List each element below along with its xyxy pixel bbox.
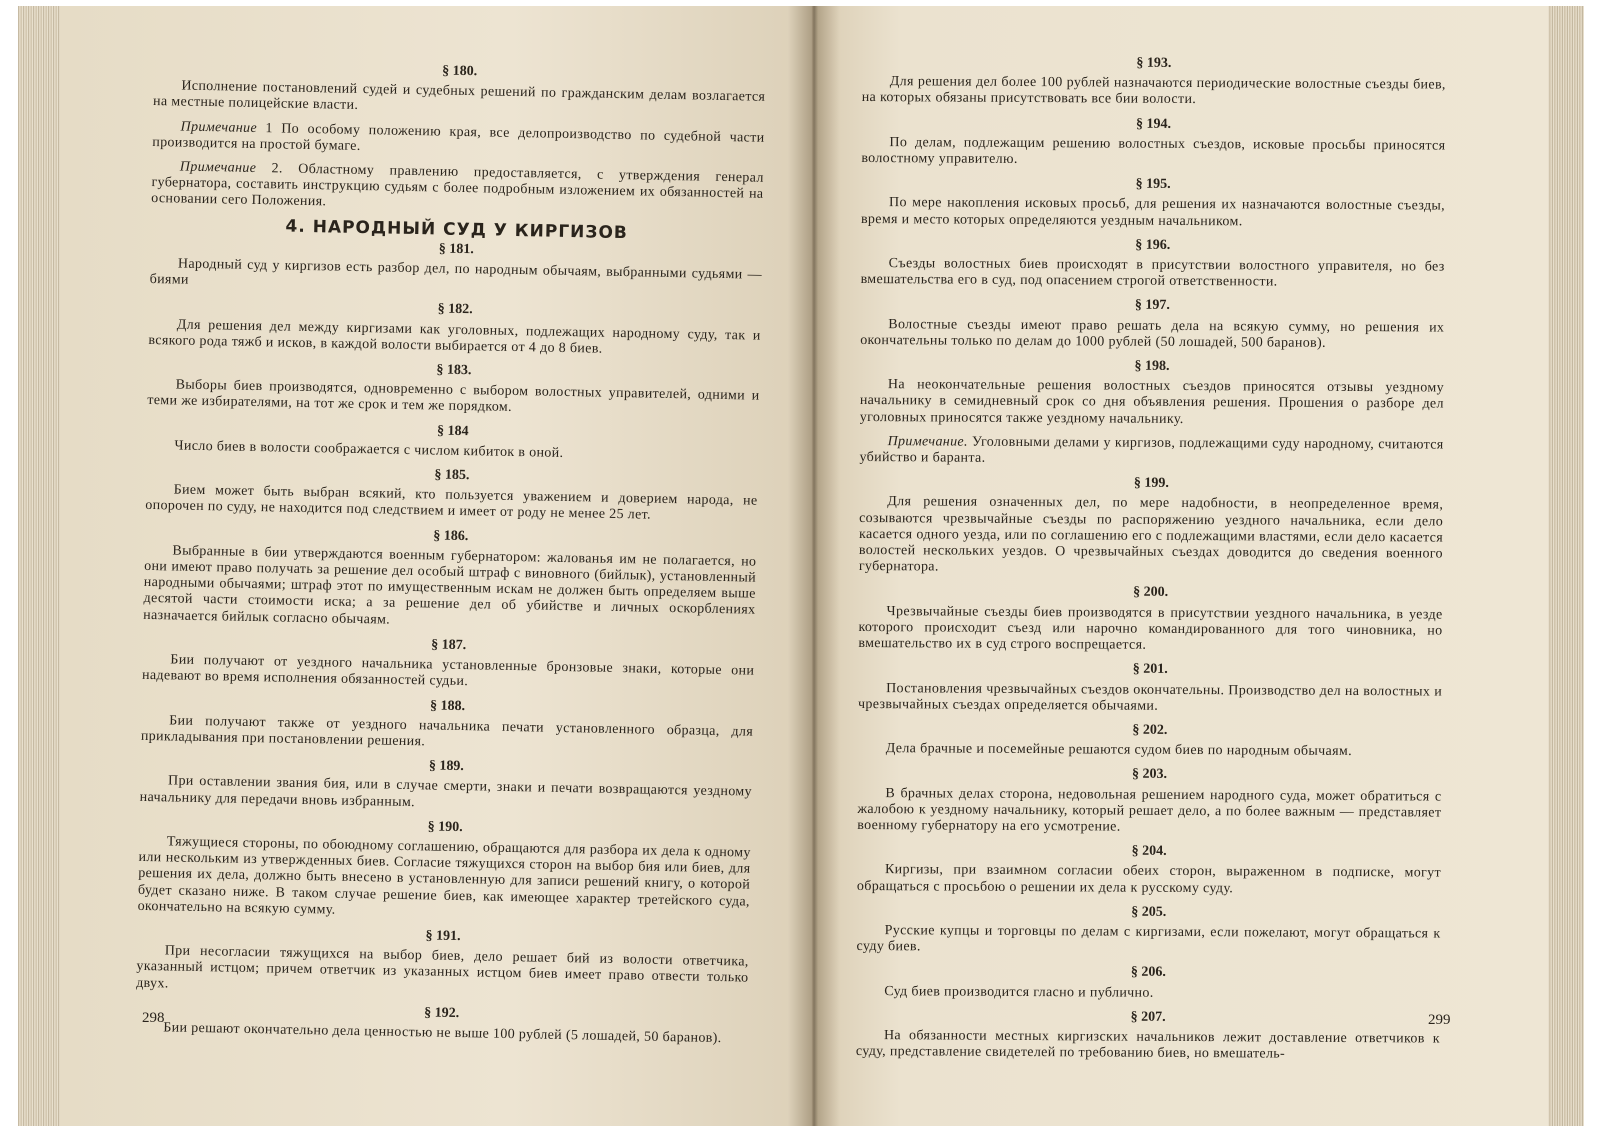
paragraph: По мере накопления исковых просьб, для решения их назначаются волостные съезды, время и место которых определяются уездным начальником. [860, 195, 1446, 229]
paragraph: Бии получают также от уездного начальника печати установленного образца, для прикладывания при постановлении решения. [140, 713, 754, 750]
paragraph: Народный суд у киргизов есть разбор дел, по народным обычаям, выбранными судьями — биями [149, 256, 763, 288]
section-number: § 193. [1136, 55, 1172, 71]
paragraph: Киргизы, при взаимном согласии обеих сторон, выраженном в подписке, могут обращаться с просьбою о решении их дела к русскому суду. [856, 862, 1442, 896]
section-number: § 197. [1134, 298, 1170, 314]
section-number: § 206. [1130, 965, 1166, 981]
section-number: § 181. [438, 241, 474, 258]
section-number: § 182. [437, 301, 473, 318]
section-number: § 190. [427, 819, 463, 835]
paragraph: Дела брачные и посемейные решаются судом биев по народным обычаям. [885, 741, 1353, 760]
section-number: § 188. [429, 697, 466, 714]
paragraph: Волостные съезды имеют право решать дела на всякую сумму, но решения их окончательны только по делам до 1000 рублей (50 лошадей, 500 баранов). [860, 316, 1445, 351]
section-number: § 203. [1132, 766, 1168, 783]
paragraph: Бии получают от уездного начальника установленные бронзовые знаки, которые они надевают во время исполнения обязанностей судьи. [141, 652, 755, 690]
paragraph: По делам, подлежащим решению волостных съездов, исковые просьбы приносятся волостному управителю. [861, 134, 1446, 167]
section-number: § 186. [433, 528, 469, 544]
paragraph: В брачных делах сторона, недовольная решением народного суда, может обратиться с жалобою к уездному начальнику, который решает дело, а по более важным — представляет военному губернатору на его усмотрение. [857, 785, 1442, 835]
paragraph: Исполнение постановлений судей и судебных решений по гражданским делам возлагается на местные полицейские власти. [152, 78, 766, 114]
paragraph: Постановления чрезвычайных съездов окончательны. Производство дел на волостных и чрезвычайных съездах определяется обычаями. [857, 680, 1443, 714]
paragraph: Бием может быть выбран всякий, кто пользуется уважением и доверием народа, не опорочен по суду, не находится под следствием и имеет от роду не менее 25 лет. [145, 482, 758, 524]
paragraph: Русские купцы и торговцы по делам с киргизами, если пожелают, могут обращаться к суду биев. [856, 923, 1441, 955]
paragraph: Для решения дел между киргизами как уголовных, подлежащих народному суду, так и всякого рода тяжб и исков, в каждой волости выбирается от 4 до 8 биев. [148, 317, 761, 357]
section-number: § 204. [1131, 843, 1167, 860]
section-number: § 200. [1133, 585, 1169, 601]
paragraph: Суд биев производится гласно и публично. [884, 983, 1154, 1001]
paragraph: Для решения дел более 100 рублей назначаются периодические волостные съезды биев, на которых обязаны присутствовать все бии волости. [861, 74, 1446, 108]
note-paragraph [152, 119, 765, 163]
section-number: § 191. [425, 928, 461, 944]
paragraph: На обязанности местных киргизских начальников лежит доставление ответчиков к суду, представление свидетелей по требованию биев, но вмешатель- [855, 1028, 1441, 1062]
paragraph: Чрезвычайные съезды биев производятся в присутствии уездного начальника, в уезде которого происходит съезд или нарочно командированного для того чиновника, но вмешательство их в суд строго воспрещается. [858, 603, 1443, 653]
left-page-text [135, 54, 766, 1056]
note-paragraph [859, 434, 1443, 470]
right-page-text [856, 50, 1446, 1072]
paragraph: Бии решают окончательно дела ценностью не выше 100 рублей (5 лошадей, 50 баранов). [163, 1020, 722, 1047]
section-number: § 196. [1135, 237, 1171, 253]
paragraph: Выбранные в бии утверждаются военным губернатором: жалованья им не полагается, но они имеют право получать за решение дел особый штраф с виновного (бийлык), установленный народными обычаями; штраф этот по имущественным искам не должен быть определяем выше десятой части стоимости иска; а за решение дел об убийстве и личных оскорблениях назначается бийлык согласно обычаям. [143, 543, 757, 628]
section-number: § 207. [1130, 1009, 1166, 1025]
section-number: § 195. [1135, 176, 1171, 193]
section-number: § 183. [436, 362, 472, 379]
note-label: Примечание. [887, 434, 968, 450]
right-page-edges [1548, 6, 1584, 1126]
section-number: § 201. [1132, 661, 1168, 678]
paragraph: Число биев в волости соображается с числом кибиток в оной. [174, 438, 564, 461]
paragraph: На неокончательные решения волостных съездов приносятся отзывы уездному начальнику в семидневный срок со дня объявления решения. Прошения о разборе дел уголовных приносятся также уездному начальнику. [859, 377, 1444, 427]
left-page-edges [18, 6, 60, 1126]
paragraph: Съезды волостных биев происходят в присутствии волостного управителя, но без вмешательства его в суд, под опасением строгой ответственности. [860, 256, 1445, 290]
section-number: § 180. [442, 63, 478, 80]
right-page-number: 299 [1428, 1012, 1451, 1028]
section-number: § 198. [1134, 358, 1170, 374]
section-number: § 199. [1133, 475, 1169, 492]
note-text: 1 По особому положению края, все делопроизводство по судебной части производится на простой бумаге. [152, 120, 765, 154]
note-text: Уголовными делами у киргизов, подлежащими суду народному, считаются убийство и баранта. [859, 434, 1444, 466]
note-label: Примечание [180, 119, 258, 136]
left-page-number: 298 [142, 1010, 165, 1026]
note-paragraph [151, 159, 764, 219]
paragraph: Для решения означенных дел, по мере надобности, в неопределенное время, созываются чрезвычайные съезды по распоряжению уездного начальника, если дело касается одного уезда, или по соглашению его с подлежащими властями, если дело касается волостей нескольких уездов. О чрезвычайных съездах доводится до сведения военного губернатора. [858, 494, 1444, 575]
note-label: Примечание [179, 159, 257, 176]
note-text: 2. Областному правлению предоставляется, с утверждения генерал губернатора, составить инструкцию судьям с более подробным изложением их обязанностей на основании сего Положения. [151, 161, 764, 210]
section-number: § 189. [428, 758, 465, 775]
section-number: § 205. [1131, 904, 1167, 920]
paragraph: При оставлении звания бия, или в случае смерти, знаки и печати возвращаются уездному начальнику для передачи вновь избранным. [139, 773, 753, 810]
book-gutter [788, 6, 840, 1126]
section-number: § 185. [434, 467, 470, 484]
section-number: § 202. [1132, 722, 1168, 738]
section-number: § 192. [424, 1005, 460, 1021]
section-number: § 187. [431, 637, 467, 653]
paragraph: При несогласии тяжущихся на выбор биев, дело решает бий из волости ответчика, указанный истцом; причем ответчик из указанных истцом биев имеет право отвести только двух. [136, 943, 749, 991]
section-number: § 194. [1136, 116, 1172, 132]
chapter-heading: 4. НАРОДНЫЙ СУД У КИРГИЗОВ [285, 216, 629, 243]
paragraph: Тяжущиеся стороны, по обоюдному соглашению, обращаются для разбора их дела к одному или нескольким из утвержденных биев. Согласие тяжущихся сторон на выбор бия или биев, для решения их дела, должно быть внесено в установленную для записи решений книгу, о которой будет сказано ниже. В таком случае решение биев, как имеющее характер третейского суда, окончательно на всякую сумму. [137, 834, 751, 918]
section-number: § 184 [436, 423, 469, 439]
paragraph: Выборы биев производятся, одновременно с выбором волостных управителей, одними и теми же избирателями, на тот же срок и тем же порядком. [147, 377, 760, 416]
